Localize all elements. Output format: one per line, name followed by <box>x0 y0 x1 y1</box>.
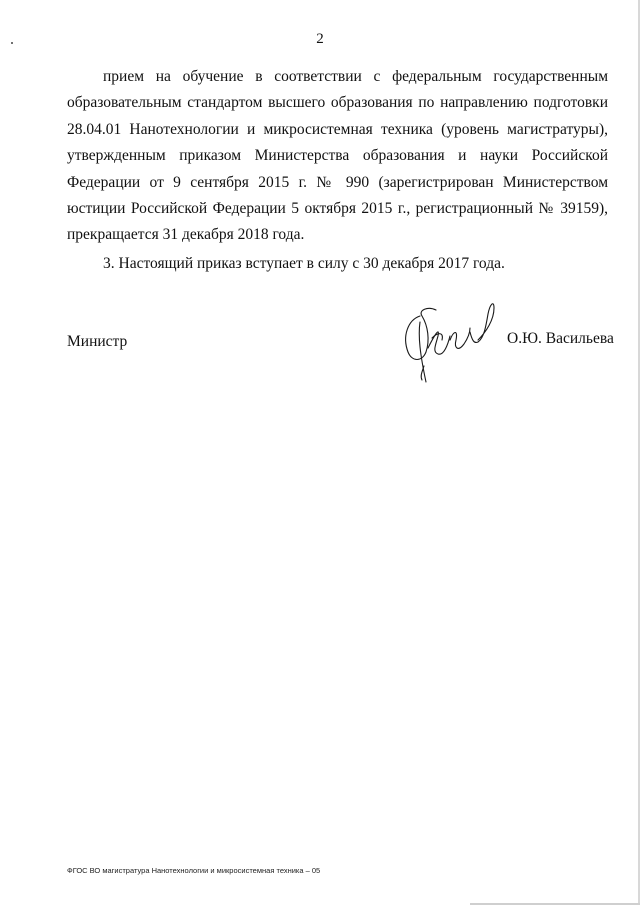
paragraph-termination: прием на обучение в соответствии с федеральным государственным образовательным стандартом высшего образования по направлению подготовки 28.04.01 Нанотехнологии и микросистемная техника (уровень магистратуры), утвержденным приказом Министерства образования и науки Российской Федерации от 9 сентября 2015 г. № 990 (зарегистрирован Министерством юстиции Российской Федерации 5 октября 2015 г., регистрационный № 39159), прекращается 31 декабря 2018 года. <box>67 68 608 244</box>
footer-note: ФГОС ВО магистратура Нанотехнологии и микросистемная техника – 05 <box>67 866 321 875</box>
minister-label: Министр <box>67 333 128 350</box>
signer-name: О.Ю. Васильева <box>507 330 614 347</box>
page-number: 2 <box>316 31 324 47</box>
handwritten-signature <box>398 296 498 384</box>
body-text <box>67 64 608 277</box>
paragraph-effective-date: 3. Настоящий приказ вступает в силу с 30 декабря 2017 года. <box>103 254 505 272</box>
